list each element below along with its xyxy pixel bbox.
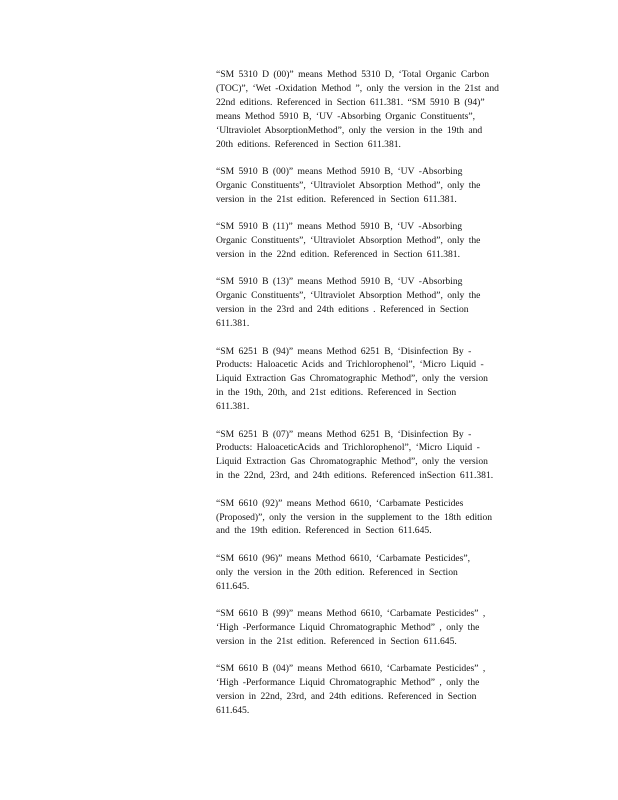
definitions-text	[216, 68, 536, 731]
text-line: version in the 23rd and 24th editions . Referenced in Section	[216, 304, 469, 316]
definition-paragraph	[216, 497, 536, 539]
text-line: Products: HaloaceticAcids and Trichlorophenol”, ‘Micro Liquid -	[216, 442, 480, 454]
text-line: (Proposed)”, only the version in the supplement to the 18th edition	[216, 511, 493, 523]
text-line: 611.381.	[216, 318, 250, 330]
text-line: Organic Constituents”, ‘Ultraviolet Absorption Method”, only the	[216, 290, 481, 302]
text-line: in the 19th, 20th, and 21st editions. Referenced in Section	[216, 387, 457, 399]
text-line: 611.645.	[216, 580, 250, 592]
definition-paragraph	[216, 662, 536, 718]
text-line: means Method 5910 B, ‘UV -Absorbing Organic Constituents”,	[216, 110, 476, 122]
definition-paragraph	[216, 345, 536, 415]
text-line: Organic Constituents”, ‘Ultraviolet Absorption Method”, only the	[216, 235, 481, 247]
text-line: 611.381.	[216, 401, 250, 413]
text-line: “SM 6251 B (07)” means Method 6251 B, ‘Disinfection By -	[216, 428, 472, 440]
text-line: 20th editions. Referenced in Section 611.381.	[216, 138, 401, 150]
text-line: “SM 6610 (92)” means Method 6610, ‘Carbamate Pesticides	[216, 497, 464, 509]
text-line: ‘Ultraviolet AbsorptionMethod”, only the version in the 19th and	[216, 124, 483, 136]
text-line: version in the 22nd edition. Referenced in Section 611.381.	[216, 248, 460, 260]
text-line: Organic Constituents”, ‘Ultraviolet Absorption Method”, only the	[216, 179, 481, 191]
text-line: “SM 5910 B (13)” means Method 5910 B, ‘UV -Absorbing	[216, 276, 463, 288]
text-line: Liquid Extraction Gas Chromatographic Method”, only the version	[216, 456, 488, 468]
text-line: and the 19th edition. Referenced in Section 611.645.	[216, 525, 432, 537]
text-line: in the 22nd, 23rd, and 24th editions. Referenced inSection 611.381.	[216, 470, 494, 482]
text-line: 611.645.	[216, 705, 250, 717]
text-line: “SM 5910 B (00)” means Method 5910 B, ‘UV -Absorbing	[216, 165, 463, 177]
text-line: “SM 6610 (96)” means Method 6610, ‘Carbamate Pesticides”,	[216, 552, 471, 564]
text-line: “SM 5310 D (00)” means Method 5310 D, ‘Total Organic Carbon	[216, 69, 490, 80]
text-line: (TOC)”, ‘Wet -Oxidation Method ”, only the version in the 21st and	[216, 82, 499, 94]
definition-paragraph	[216, 275, 536, 331]
definition-paragraph	[216, 68, 536, 151]
text-line: 22nd editions. Referenced in Section 611.381. “SM 5910 B (94)”	[216, 96, 485, 108]
definition-paragraph	[216, 552, 536, 594]
definition-paragraph	[216, 428, 536, 484]
text-line: ‘High -Performance Liquid Chromatographic Method” , only the	[216, 622, 480, 633]
definition-paragraph	[216, 165, 536, 207]
definition-paragraph	[216, 220, 536, 262]
text-line: “SM 6610 B (04)” means Method 6610, ‘Carbamate Pesticides” ,	[216, 663, 486, 675]
text-line: version in the 21st edition. Referenced in Section 611.381.	[216, 193, 457, 205]
text-line: version in the 21st edition. Referenced in Section 611.645.	[216, 635, 457, 647]
definition-paragraph	[216, 607, 536, 649]
text-line: version in 22nd, 23rd, and 24th editions. Referenced in Section	[216, 691, 477, 703]
text-line: ‘High -Performance Liquid Chromatographic Method” , only the	[216, 677, 480, 689]
text-line: “SM 6610 B (99)” means Method 6610, ‘Carbamate Pesticides” ,	[216, 608, 486, 620]
text-line: only the version in the 20th edition. Referenced in Section	[216, 566, 458, 578]
text-line: Liquid Extraction Gas Chromatographic Method”, only the version	[216, 373, 488, 385]
text-line: “SM 6251 B (94)” means Method 6251 B, ‘Disinfection By -	[216, 345, 472, 357]
text-line: Products: Haloacetic Acids and Trichlorophenol”, ‘Micro Liquid -	[216, 359, 484, 371]
text-line: “SM 5910 B (11)” means Method 5910 B, ‘UV -Absorbing	[216, 221, 463, 233]
